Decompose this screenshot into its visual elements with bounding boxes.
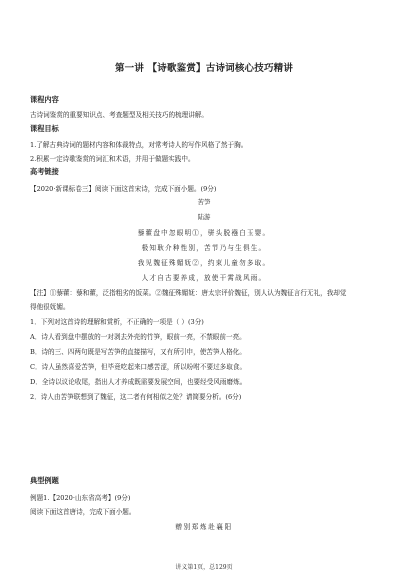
page-title: 第一讲 【诗歌鉴赏】古诗词核心技巧精讲 (114, 63, 294, 74)
page-footer: 讲义第1页，总129页 (175, 564, 233, 571)
course-goal-heading: 课程目标 (30, 124, 59, 133)
question-2: 2．诗人由苦笋联想到了魏征，这二者有何相似之处？请简要分析。(6分) (30, 393, 242, 401)
poem-line-3: 我见魏征殊媚妩②，约束儿童勿多取。 (137, 259, 271, 267)
course-content-heading: 课程内容 (30, 95, 59, 104)
note-line-2: 得他很妩媚。 (30, 303, 70, 311)
example-instruction: 阅读下面这首唐诗，完成下面小题。 (30, 508, 136, 516)
exam-link-heading: 高考链接 (30, 167, 59, 176)
course-goal-item-2: 2.积累一定诗歌鉴赏的词汇和术语，并用于做题实践中。 (30, 155, 195, 163)
question-1: 1．下列对这首诗的理解和赏析，不正确的一项是（ ）(3分) (30, 318, 204, 326)
poem-title: 苦笋 (197, 198, 211, 206)
examples-heading: 典型例题 (30, 476, 59, 485)
option-d: D．全诗以议论收尾，指出人才养成既需要发展空间，也要经受风雨磨炼。 (30, 378, 247, 386)
example-poem-title: 赠别郑炼赴襄阳 (175, 523, 233, 531)
example-intro: 例题1.【2020·山东省高考】(9分) (30, 494, 131, 502)
course-content-text: 古诗词鉴赏的重要知识点、考查题型及相关技巧的梳理讲解。 (30, 111, 209, 119)
poem-line-1: 藜藿盘中忽眼明①，骈头脱襁白玉婴。 (137, 229, 271, 237)
poem-line-4: 人才自古要养成，放使干霄战风雨。 (141, 274, 267, 282)
question-intro: 【2020·新课标卷三】阅读下面这首宋诗，完成下面小题。(9分) (30, 185, 217, 193)
poem-author: 陆游 (197, 213, 211, 221)
course-goal-item-1: 1.了解古典诗词的题材内容和体裁特点，对常考诗人的写作风格了然于胸。 (30, 141, 248, 149)
option-c: C．诗人虽然喜爱苦笋，但毕竟吃起来口感苦涩，所以吩咐不要过多取食。 (30, 363, 247, 371)
poem-line-2: 极知耿介种性别，苦节乃与生俱生。 (141, 244, 267, 252)
option-a: A．诗人看到盘中摆放的一对剥去外壳的竹笋，眼前一亮，不禁眼前一亮。 (30, 333, 246, 341)
note-line-1: 【注】①藜藿：藜和藿，泛指粗劣的饭菜。②魏征殊媚妩：唐太宗评价魏征，别人认为魏征言行无礼，我却觉 (30, 289, 347, 297)
option-b: B．诗的三、四两句既是写苦笋的直接描写，又有所引申，使苦笋人格化。 (30, 348, 246, 356)
